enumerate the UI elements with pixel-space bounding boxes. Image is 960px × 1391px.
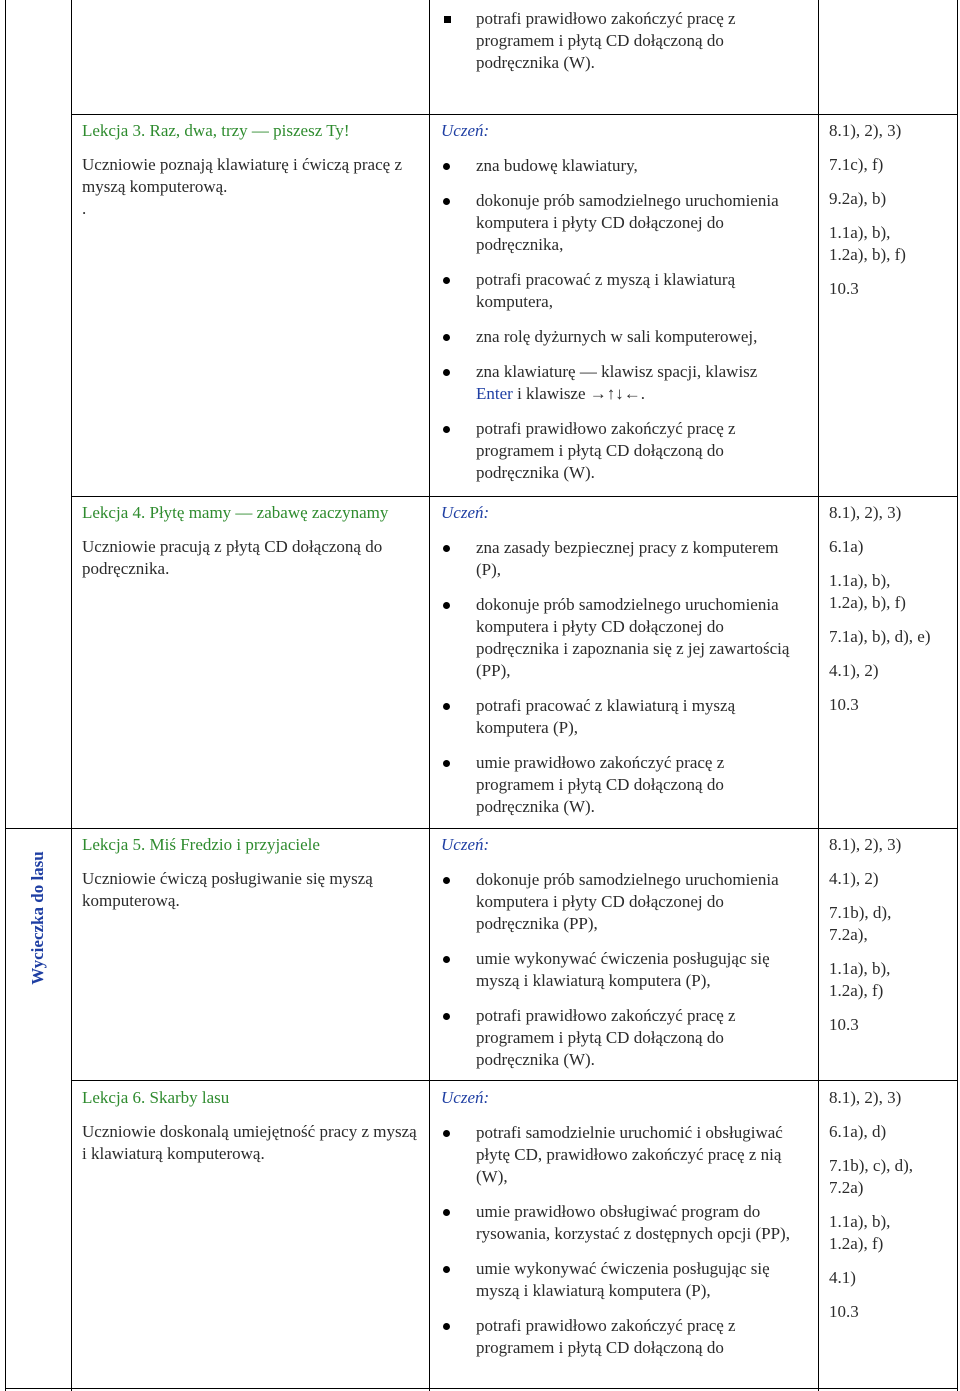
curriculum-ref: 1.2a), b), f) [829, 593, 906, 612]
curriculum-ref: 10.3 [829, 1015, 859, 1034]
list-item: umie wykonywać ćwiczenia posługując się myszą i klawiaturą komputera (P), [476, 948, 806, 992]
curriculum-ref: 10.3 [829, 695, 859, 714]
lesson-3-info [82, 120, 422, 220]
lesson-4-outcomes [441, 502, 811, 524]
curriculum-ref: 8.1), 2), 3) [829, 835, 902, 854]
enter-key-label: Enter [476, 384, 513, 403]
curriculum-ref: 10.3 [829, 1302, 859, 1321]
list-item: dokonuje prób samodzielnego uruchomienia komputera i płyty CD dołączonej do podręcznika (PP), [476, 869, 806, 935]
bullet-icon [443, 426, 450, 433]
bullet-icon [443, 277, 450, 284]
list-item: potrafi prawidłowo zakończyć pracę z programem i płytą CD dołączoną do podręcznika (W). [476, 8, 806, 74]
list-item: umie prawidłowo zakończyć pracę z programem i płytą CD dołączoną do podręcznika (W). [476, 752, 806, 818]
table-border-col3 [818, 0, 819, 1391]
bullet-icon [443, 1266, 450, 1273]
curriculum-ref: 1.1a), b), [829, 1212, 891, 1231]
lesson-extra: . [82, 199, 87, 218]
bullet-icon [443, 1130, 450, 1137]
list-item: potrafi prawidłowo zakończyć pracę z programem i płytą CD dołączoną do [476, 1315, 806, 1359]
student-label: Uczeń: [441, 503, 490, 522]
lesson-4-info [82, 502, 412, 580]
list-item: zna budowę klawiatury, [476, 155, 806, 177]
list-item: zna zasady bezpiecznej pracy z komputerem (P), [476, 537, 806, 581]
bullet-icon [443, 1013, 450, 1020]
student-label: Uczeń: [441, 835, 490, 854]
curriculum-ref: 4.1) [829, 1268, 856, 1287]
curriculum-ref: 1.1a), b), [829, 571, 891, 590]
curriculum-ref: 1.2a), b), f) [829, 245, 906, 264]
arrow-keys-text: i klawisze →↑↓←. [512, 384, 646, 403]
lesson-description: Uczniowie poznają klawiaturę i ćwiczą pracę z myszą komputerową. [82, 155, 402, 196]
bullet-icon [443, 760, 450, 767]
curriculum-ref: 1.2a), f) [829, 981, 884, 1000]
lesson-3-refs [829, 120, 954, 300]
lesson-6-outcomes [441, 1087, 811, 1109]
lesson-description: Uczniowie doskonalą umiejętność pracy z myszą i klawiaturą komputerową. [82, 1122, 417, 1163]
bullet-icon [443, 703, 450, 710]
section-label: Wycieczka do lasu [28, 851, 47, 985]
list-item: umie wykonywać ćwiczenia posługując się myszą i klawiaturą komputera (P), [476, 1258, 806, 1302]
curriculum-ref: 1.2a), f) [829, 1234, 884, 1253]
bullet-icon [443, 1323, 450, 1330]
lesson-6-list [476, 1122, 806, 1359]
curriculum-ref: 1.1a), b), [829, 223, 891, 242]
bullet-icon [443, 545, 450, 552]
curriculum-ref: 10.3 [829, 279, 859, 298]
square-bullet-icon [444, 16, 451, 23]
bullet-icon [443, 956, 450, 963]
lesson-title: Lekcja 4. Płytę mamy — zabawę zaczynamy [82, 503, 389, 522]
row-divider [71, 496, 958, 497]
curriculum-ref: 9.2a), b) [829, 189, 887, 208]
curriculum-ref: 7.1b), c), d), [829, 1156, 914, 1175]
bullet-icon [443, 602, 450, 609]
lesson-title: Lekcja 3. Raz, dwa, trzy — piszesz Ty! [82, 121, 350, 140]
table-border-col1 [71, 0, 72, 1391]
bullet-icon [443, 198, 450, 205]
lesson-6-info [82, 1087, 422, 1165]
list-item: zna klawiaturę — klawisz spacji, klawisz Enter i klawisze →↑↓←. [476, 361, 806, 405]
lesson-5-info [82, 834, 422, 912]
list-item: dokonuje prób samodzielnego uruchomienia komputera i płyty CD dołączonej do podręcznika i zapoznania się z jej zawartością (PP), [476, 594, 806, 682]
lesson-title: Lekcja 5. Miś Fredzio i przyjaciele [82, 835, 320, 854]
curriculum-ref: 7.2a), [829, 925, 868, 944]
table-border-left [5, 0, 6, 1391]
lesson-3-outcomes [441, 120, 811, 142]
lesson-title: Lekcja 6. Skarby lasu [82, 1088, 230, 1107]
lesson-description: Uczniowie pracują z płytą CD dołączoną do podręcznika. [82, 537, 383, 578]
list-item: dokonuje prób samodzielnego uruchomienia komputera i płyty CD dołączonej do podręcznika, [476, 190, 806, 256]
curriculum-ref: 8.1), 2), 3) [829, 1088, 902, 1107]
row-divider [71, 1080, 958, 1081]
bullet-icon [443, 877, 450, 884]
row-divider [71, 114, 958, 115]
curriculum-ref: 6.1a) [829, 537, 864, 556]
lesson-3-list [476, 155, 806, 484]
lesson-4-refs [829, 502, 954, 716]
section-divider [5, 828, 958, 829]
curriculum-ref: 7.1a), b), d), e) [829, 627, 931, 646]
table-border-bottom [5, 1388, 958, 1389]
list-item: potrafi pracować z klawiaturą i myszą komputera (P), [476, 695, 806, 739]
curriculum-ref: 4.1), 2) [829, 869, 879, 888]
curriculum-ref: 7.2a) [829, 1178, 864, 1197]
student-label: Uczeń: [441, 121, 490, 140]
list-item: potrafi pracować z myszą i klawiaturą komputera, [476, 269, 806, 313]
lesson-5-list [476, 869, 806, 1071]
top-partial-items [476, 8, 806, 74]
lesson-description: Uczniowie ćwiczą posługiwanie się myszą komputerową. [82, 869, 373, 910]
list-item: potrafi prawidłowo zakończyć pracę z programem i płytą CD dołączoną do podręcznika (W). [476, 1005, 806, 1071]
curriculum-ref: 4.1), 2) [829, 661, 879, 680]
bullet-icon [443, 369, 450, 376]
list-item: potrafi prawidłowo zakończyć pracę z programem i płytą CD dołączoną do podręcznika (W). [476, 418, 806, 484]
list-item: umie prawidłowo obsługiwać program do rysowania, korzystać z dostępnych opcji (PP), [476, 1201, 806, 1245]
list-item: zna rolę dyżurnych w sali komputerowej, [476, 326, 806, 348]
bullet-icon [443, 334, 450, 341]
curriculum-ref: 7.1c), f) [829, 155, 884, 174]
table-border-right [957, 0, 958, 1391]
lesson-5-refs [829, 834, 954, 1036]
curriculum-ref: 6.1a), d) [829, 1122, 887, 1141]
lesson-4-list [476, 537, 806, 818]
curriculum-ref: 8.1), 2), 3) [829, 121, 902, 140]
student-label: Uczeń: [441, 1088, 490, 1107]
table-border-col2 [429, 0, 430, 1391]
curriculum-ref: 8.1), 2), 3) [829, 503, 902, 522]
list-item: potrafi samodzielnie uruchomić i obsługiwać płytę CD, prawidłowo zakończyć pracę z nią (W), [476, 1122, 806, 1188]
curriculum-ref: 7.1b), d), [829, 903, 892, 922]
lesson-6-refs [829, 1087, 954, 1323]
curriculum-ref: 1.1a), b), [829, 959, 891, 978]
bullet-icon [443, 1209, 450, 1216]
lesson-5-outcomes [441, 834, 811, 856]
bullet-icon [443, 163, 450, 170]
